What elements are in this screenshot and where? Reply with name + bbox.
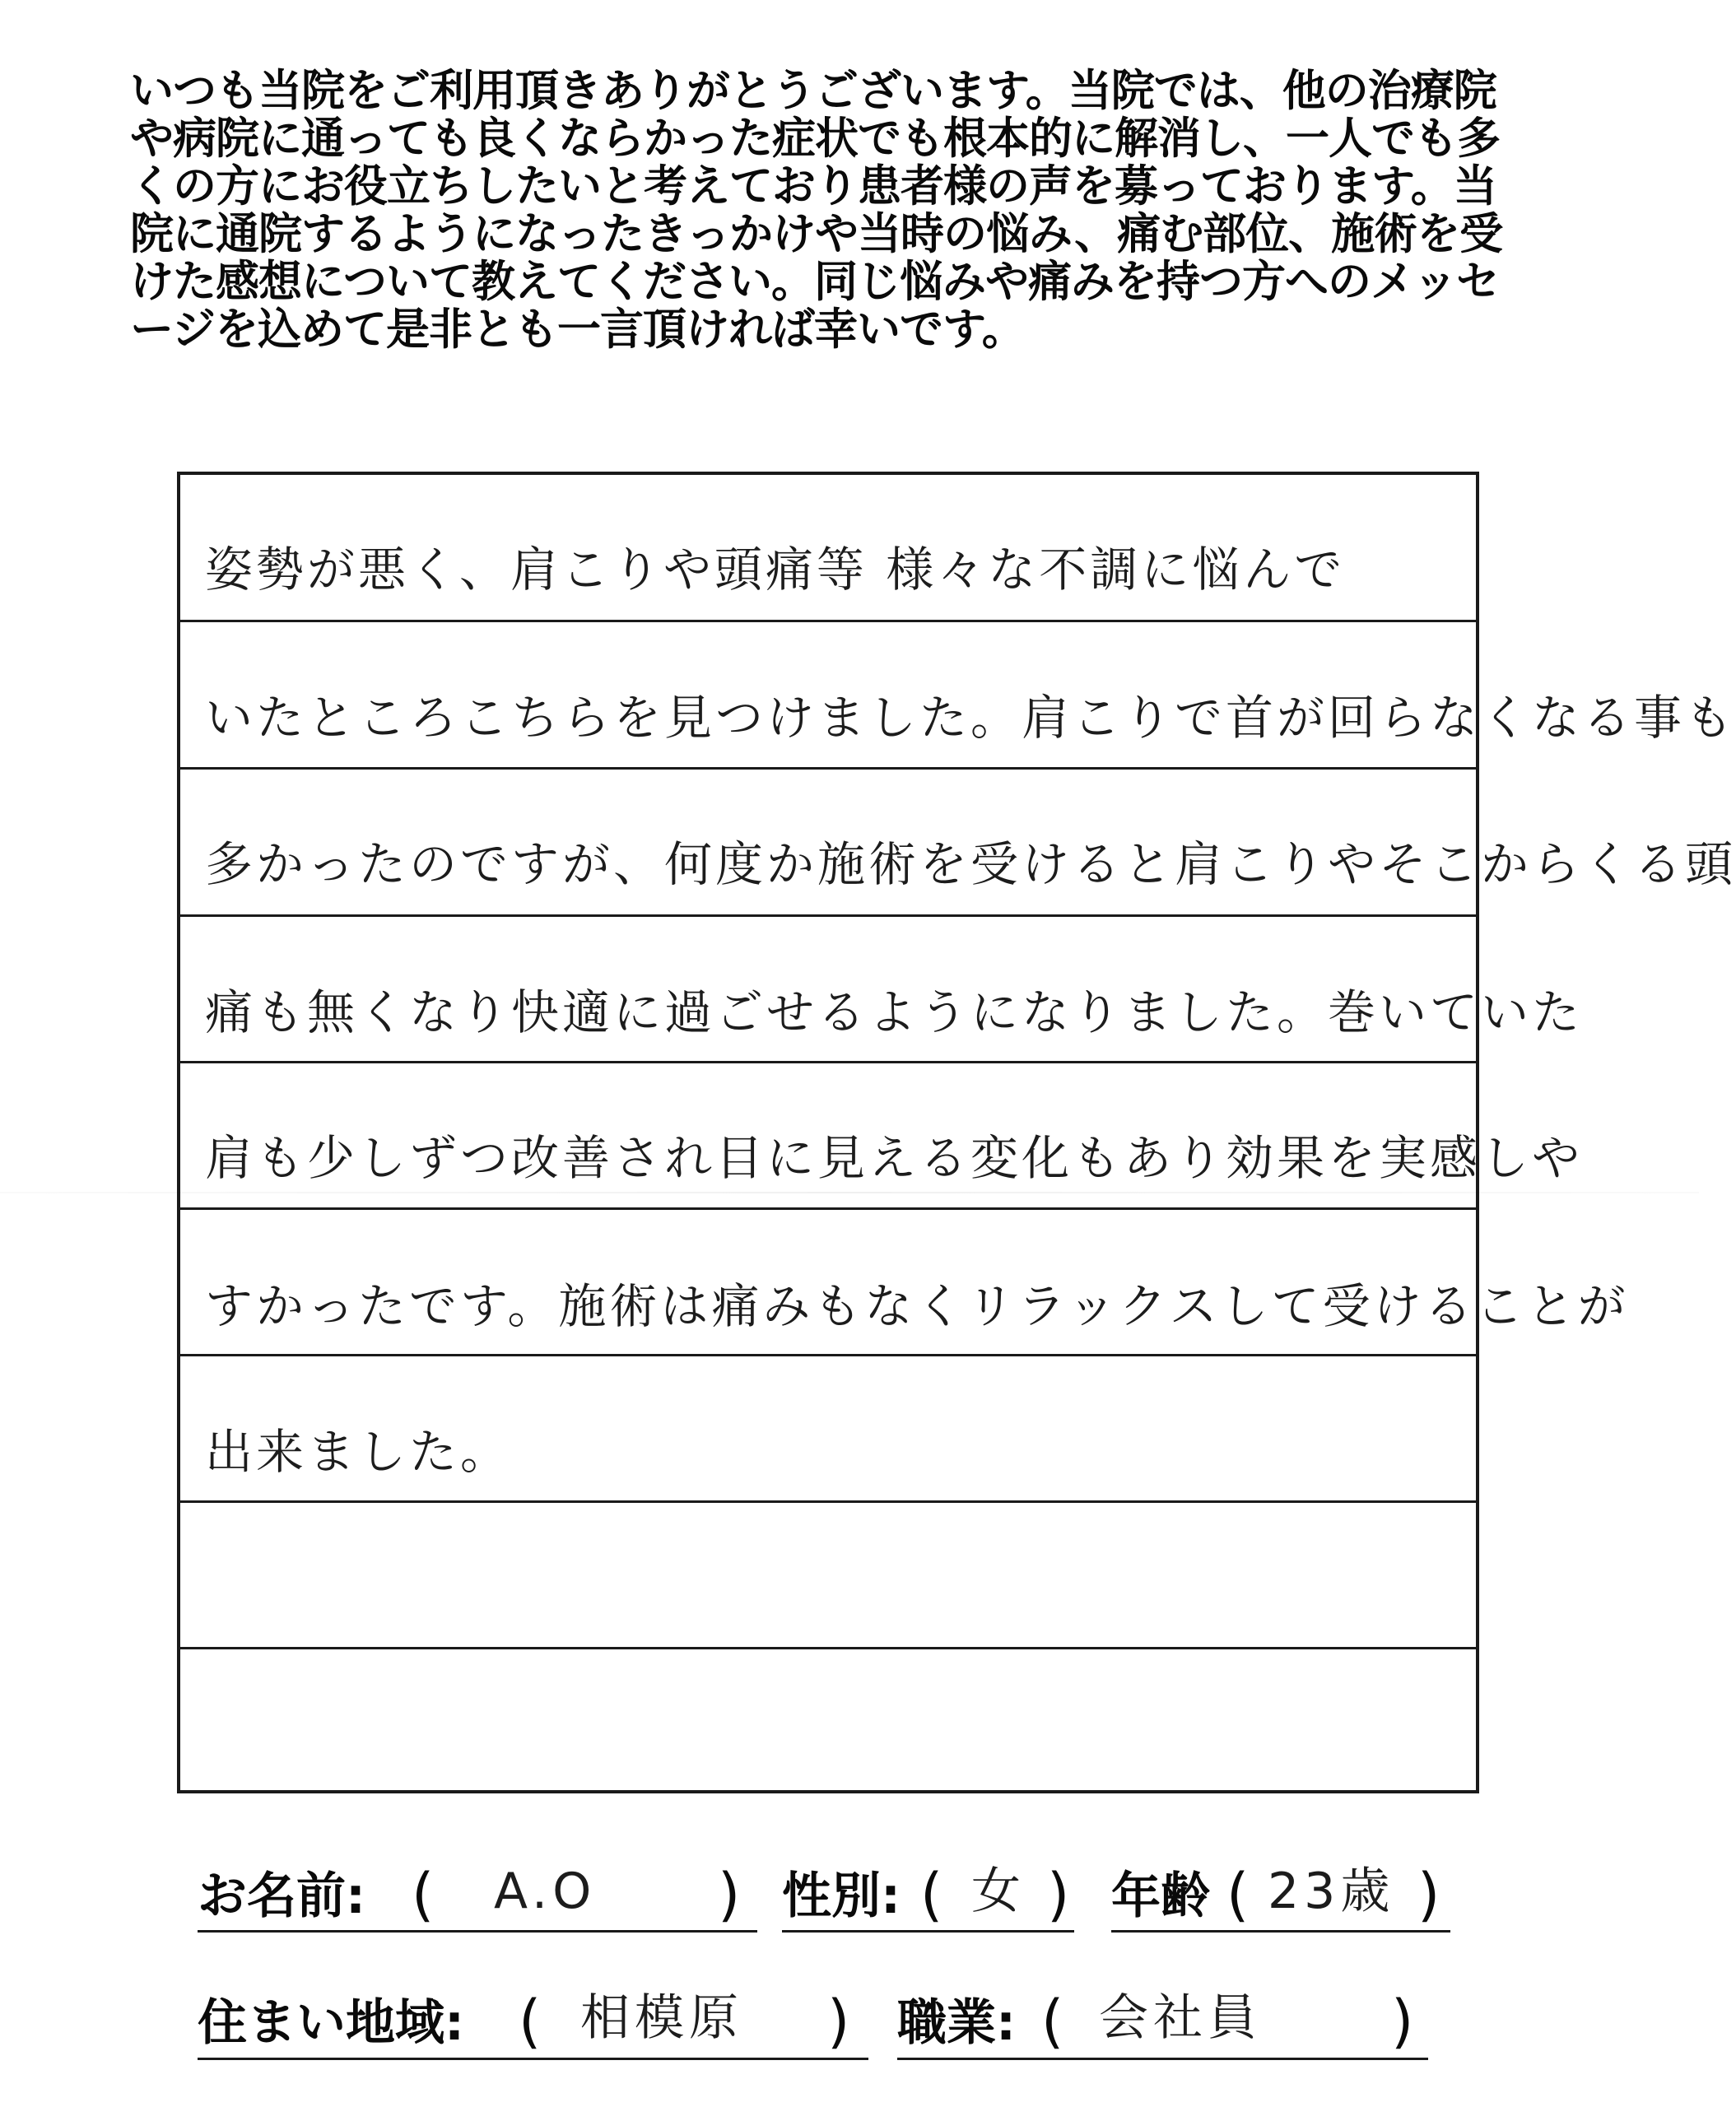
ruled-line xyxy=(180,1207,1476,1210)
paper-fold xyxy=(0,1192,1699,1193)
comment-line: いたところこちらを見つけました。肩こりで首が回らなくなる事も xyxy=(205,690,1736,746)
ruled-line xyxy=(180,1647,1476,1649)
age-label: 年齢 xyxy=(1111,1867,1210,1925)
area-close-paren: ) xyxy=(827,1988,850,2055)
comment-box xyxy=(177,472,1736,1793)
gender-close-paren: ) xyxy=(1047,1861,1070,1928)
age-underline xyxy=(1111,1930,1450,1933)
ruled-line xyxy=(180,914,1476,917)
name-label: お名前: xyxy=(198,1867,365,1925)
ruled-line xyxy=(180,767,1476,770)
ruled-line xyxy=(180,1061,1476,1063)
comment-line: 出来ました。 xyxy=(205,1424,512,1480)
name-underline xyxy=(198,1930,757,1933)
intro-paragraph: いつも当院をご利用頂きありがとうございます。当院では、他の治療院や病院に通っても良くならかった症状でも根本的に解消し、一人でも多くの方にお役立ちしたいと考えており患者様の声を募っております。当院に通院するようになったきっかけや当時の悩み、痛む部位、施術を受けた感想について教えてください。同じ悩みや痛みを持つ方へのメッセージを込めて是非とも一言頂ければ幸いです。 xyxy=(130,66,1503,355)
comment-line: 多かったのですが、何度か施術を受けると肩こりやそこからくる頭 xyxy=(205,836,1736,892)
gender-underline xyxy=(782,1930,1074,1933)
area-underline xyxy=(198,2058,868,2060)
name-close-paren: ) xyxy=(718,1861,741,1928)
gender-label: 性別: xyxy=(782,1867,901,1925)
job-value: 会社員 xyxy=(1099,1989,1262,2047)
area-label: 住まい地域: xyxy=(198,1994,464,2052)
area-value: 相模原 xyxy=(580,1989,743,2047)
job-underline xyxy=(897,2058,1428,2060)
ruled-line xyxy=(180,1500,1476,1503)
ruled-line xyxy=(180,1354,1476,1356)
area-open-paren: ( xyxy=(519,1988,542,2055)
ruled-line xyxy=(180,620,1476,622)
age-close-paren: ) xyxy=(1417,1861,1440,1928)
job-close-paren: ) xyxy=(1391,1988,1414,2055)
job-open-paren: ( xyxy=(1041,1988,1064,2055)
age-open-paren: ( xyxy=(1226,1861,1250,1928)
age-value: 23歳 xyxy=(1268,1863,1395,1920)
comment-line: すかったです。施術は痛みもなくリラックスして受けることが xyxy=(205,1278,1629,1334)
gender-open-paren: ( xyxy=(920,1861,943,1928)
name-value: A.O xyxy=(494,1863,597,1920)
name-open-paren: ( xyxy=(412,1861,435,1928)
job-label: 職業: xyxy=(897,1994,1016,2052)
comment-line: 姿勢が悪く、肩こりや頭痛等 様々な不調に悩んで xyxy=(205,542,1346,598)
comment-line: 痛も無くなり快適に過ごせるようになりました。巻いていた xyxy=(205,984,1584,1040)
comment-line: 肩も少しずつ改善され目に見える変化もあり効果を実感しや xyxy=(205,1130,1584,1186)
gender-value: 女 xyxy=(971,1863,1026,1920)
